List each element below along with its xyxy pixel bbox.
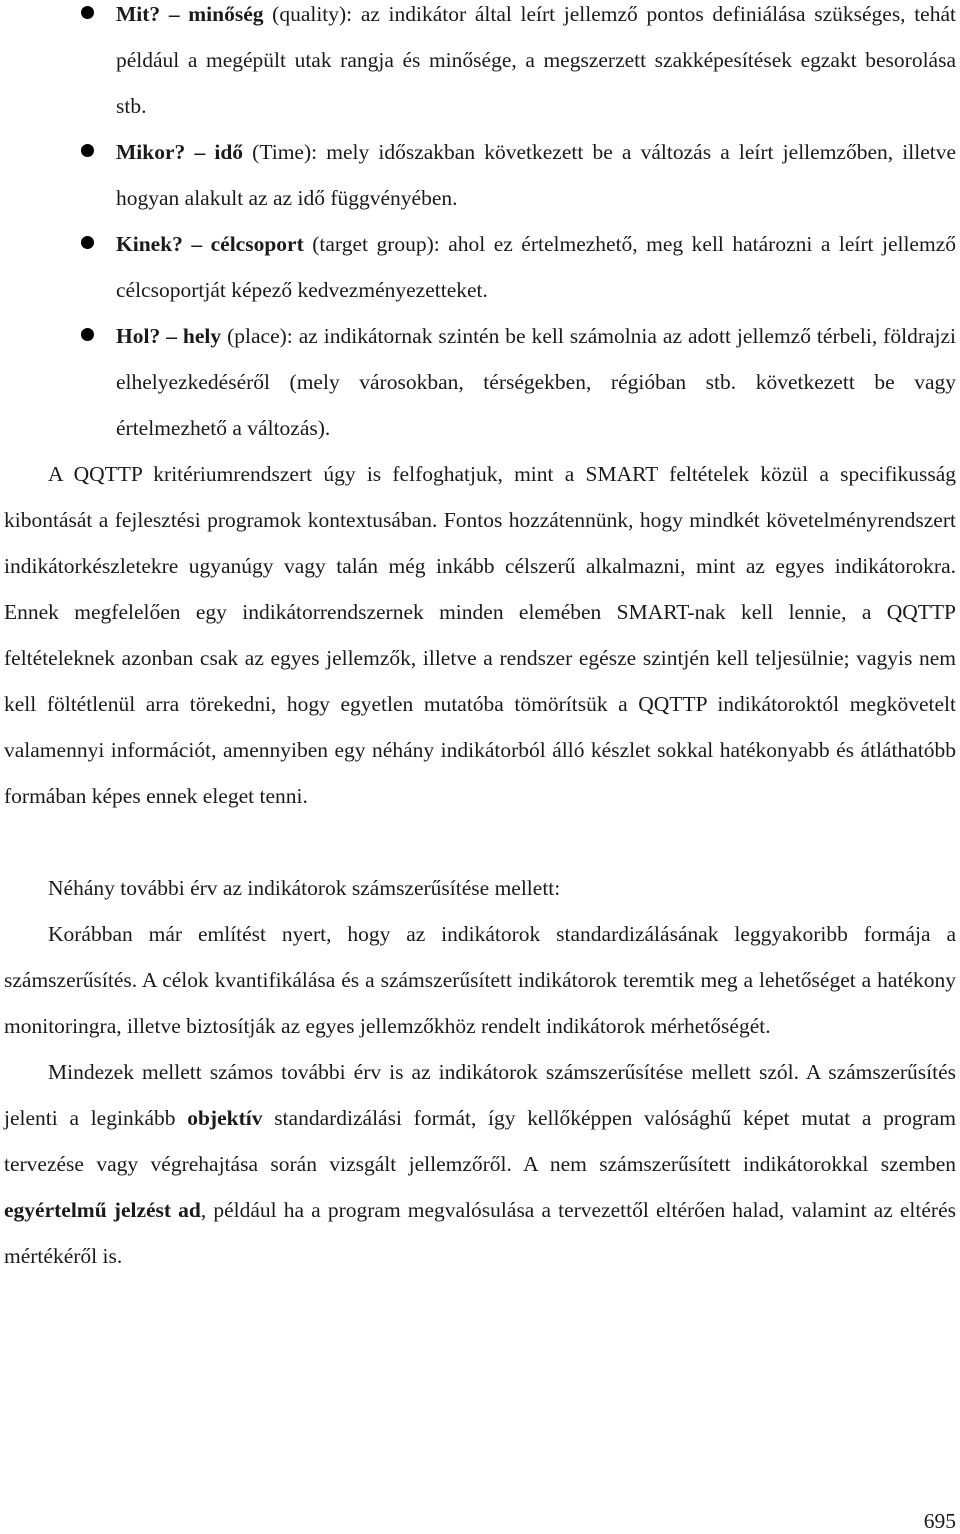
bullet-dot-icon: [81, 144, 94, 157]
bullet-dash: –: [166, 324, 177, 348]
bullet-term: hely: [182, 324, 222, 348]
bullet-dash: –: [168, 2, 180, 26]
bullet-text: (place): az indikátornak szintén be kell számolnia az adott jellemző térbeli, földrajzi elhelyezkedéséről (mely városokban, térségekben, régióban stb. következett be vagy értelmezhető a változás).: [116, 324, 957, 440]
bullet-question: Kinek?: [116, 232, 183, 256]
bullet-text: (Time): mely időszakban következett be a változás a leírt jellemzőben, illetve hogyan alakult az az idő függvényében.: [116, 140, 957, 210]
bullet-text: (target group): ahol ez értelmezhető, meg kell határozni a leírt jellemző célcsoportját képező kedvezményezetteket.: [116, 232, 956, 302]
bullet-text: (quality): az indikátor által leírt jellemző pontos definiálása szükséges, tehát például a megépült utak rangja és minősége, a megszerzett szakképesítések egzakt besorolása stb.: [116, 2, 956, 118]
paragraph-qqttp: A QQTTP kritériumrendszert úgy is felfoghatjuk, mint a SMART feltételek közül a specifikusság kibontását a fejlesztési programok kontextusában. Fontos hozzátennünk, hogy mindkét követelményrendszert indikátorkészletekre ugyanúgy vagy talán még inkább célszerű alkalmazni, mint az egyes indikátorokra. Ennek megfelelően egy indikátorrendszernek minden elemében SMART-nak kell lennie, a QQTTP feltételeknek azonban csak az egyes jellemzők, illetve a rendszer egésze szintjén kell teljesülnie; vagyis nem kell föltétlenül arra törekedni, hogy egyetlen mutatóba tömörítsük a QQTTP indikátoroktól megkövetelt valamennyi információt, amennyiben egy néhány indikátorból álló készlet sokkal hatékonyabb és átláthatóbb formában képes ennek eleget tenni.: [4, 462, 956, 808]
section-heading: Néhány további érv az indikátorok számszerűsítése mellett:: [48, 876, 561, 900]
bold-term-clear-signal: egyértelmű jelzést ad: [4, 1198, 201, 1222]
bullet-dash: –: [191, 232, 203, 256]
paragraph-text: standardizálási formát, így kellőképpen valósághű képet mutat a program tervezése vagy végrehajtása során vizsgált jellemzőről. A nem számszerűsített indikátorokkal szemben: [4, 1106, 956, 1176]
bullet-term: minőség: [188, 2, 264, 26]
bold-term-objective: objektív: [187, 1106, 263, 1130]
bullet-question: Mikor?: [116, 140, 186, 164]
bullet-question: Hol?: [116, 324, 161, 348]
bullet-term: idő: [214, 140, 244, 164]
bullet-question: Mit?: [116, 2, 161, 26]
criteria-bullet-list: [0, 0, 960, 451]
paragraph-quantification-arguments: [0, 1049, 960, 1279]
paragraph-text: Mindezek mellett számos további érv is az indikátorok számszerűsítése mellett szól. A számszerűsítés jelenti a leginkább: [4, 1060, 956, 1130]
bullet-dot-icon: [81, 6, 94, 19]
page-number: 695: [923, 1509, 956, 1533]
bullet-item-mit: [0, 0, 960, 129]
paragraph-spacer: [0, 819, 960, 865]
paragraph-text: , például ha a program megvalósulása a tervezettől eltérően halad, valamint az eltérés mértékéről is.: [4, 1198, 956, 1268]
paragraph-standardization: Korábban már említést nyert, hogy az indikátorok standardizálásának leggyakoribb formája a számszerűsítés. A célok kvantifikálása és a számszerűsített indikátorok teremtik meg a lehetőséget a hatékony monitoringra, illetve biztosítják az egyes jellemzőkhöz rendelt indikátorok mérhetőségét.: [4, 922, 956, 1038]
bullet-item-mikor: [0, 129, 960, 221]
bullet-term: célcsoport: [210, 232, 304, 256]
bullet-dot-icon: [81, 236, 94, 249]
bullet-dot-icon: [81, 328, 94, 341]
bullet-item-kinek: [0, 221, 960, 313]
bullet-item-hol: [0, 313, 960, 451]
bullet-dash: –: [194, 140, 206, 164]
